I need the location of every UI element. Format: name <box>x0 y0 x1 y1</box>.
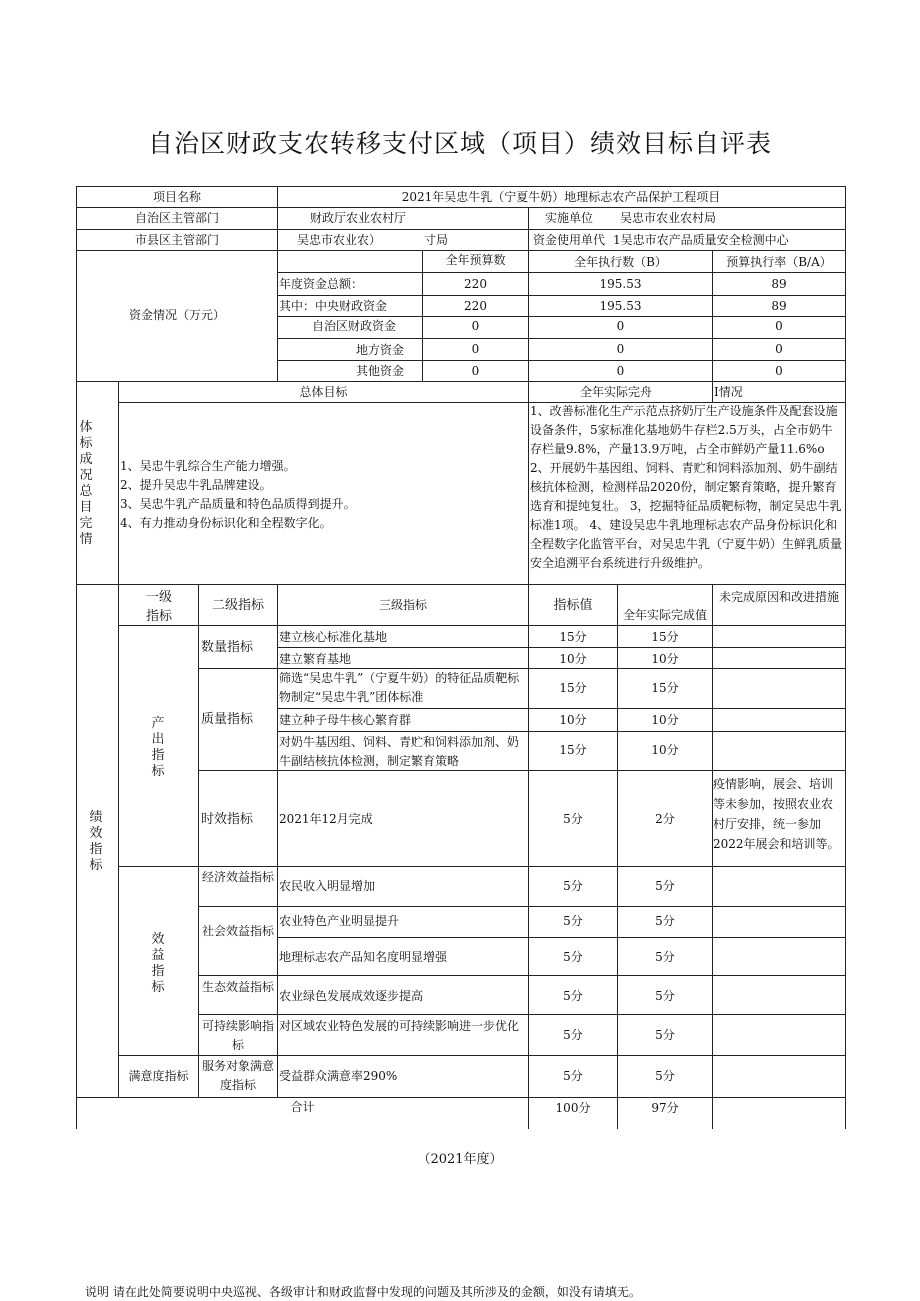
indicator-value: 5分 <box>563 914 583 928</box>
overall-goal-item: 4、有力推动身份标识化和全程数字化。 <box>120 516 332 530</box>
indicator-value: 5分 <box>563 1028 583 1042</box>
indicator-l3: 地理标志农产品知名度明显增强 <box>279 950 448 964</box>
indicator-l3: 建立繁育基地 <box>279 652 352 666</box>
indicator-l2: 可持续影响指标 <box>201 1019 274 1052</box>
region-dept-value: 财政厅农业农村厅 <box>310 211 407 225</box>
indicator-actual: 2分 <box>655 812 675 826</box>
fund-row-label: 地方资金 <box>356 343 405 357</box>
fund-user-label: 资金使用单代 <box>533 233 606 247</box>
indicator-l3: 对区域农业特色发展的可持续影响进一步优化 <box>279 1019 520 1033</box>
overall-goal-item: 3、吴忠牛乳产品质量和特色品质得到提升。 <box>120 497 356 511</box>
indicator-actual: 15分 <box>651 630 679 644</box>
fund-user-value: 1吴忠市农产品质量安全检测中心 <box>613 233 789 247</box>
indicator-actual: 10分 <box>651 652 679 666</box>
indicator-actual: 5分 <box>655 914 675 928</box>
footnote: 说明 请在此处简要说明中央巡视、各级审计和财政监督中发现的问题及其所涉及的金额，如没有请填无。 <box>85 1285 641 1299</box>
city-dept-value: 吴忠市农业农） <box>297 233 382 247</box>
timeliness-indicator-label: 时效指标 <box>201 812 254 827</box>
fund-row-rate: 0 <box>775 364 783 378</box>
year-label: （2021年度） <box>417 1152 503 1167</box>
indicator-value: 15分 <box>559 630 587 644</box>
indicator-value: 15分 <box>559 743 587 757</box>
fund-row-executed: 195.53 <box>599 277 642 291</box>
fund-row-rate: 89 <box>771 277 787 291</box>
indicator-value: 10分 <box>559 713 587 727</box>
indicator-l3: 受益群众满意率290% <box>279 1069 398 1083</box>
fund-row-budget: 220 <box>464 277 487 291</box>
city-dept-value-tail: 寸局 <box>424 233 449 247</box>
indicator-value: 5分 <box>563 879 583 893</box>
indicator-actual: 5分 <box>655 879 675 893</box>
funds-col-budget: 全年预算数 <box>445 253 506 267</box>
col-actual: 全年实际完成值 <box>622 608 707 622</box>
indicator-value: 10分 <box>559 652 587 666</box>
project-name-value: 2021年吴忠牛乳（宁夏牛奶）地理标志农产品保护工程项目 <box>401 190 721 204</box>
indicator-reason: 疫情影响，展会、培训等未参加，按照农业农村厅安排，统一参加2022年展会和培训等。 <box>713 777 840 851</box>
indicator-l2: 服务对象满意度指标 <box>201 1059 274 1092</box>
indicator-l3: 建立核心标准化基地 <box>279 630 388 644</box>
col-level2: 二级指标 <box>211 598 264 613</box>
project-name-label: 项目名称 <box>152 190 201 204</box>
total-label: 合计 <box>290 1100 315 1114</box>
fund-row-rate: 0 <box>775 319 783 333</box>
indicator-value: 15分 <box>559 681 587 695</box>
indicator-l3: 农业绿色发展成效逐步提高 <box>279 989 424 1003</box>
indicator-l2: 社会效益指标 <box>201 924 274 938</box>
indicators-section-label: 绩效指标 <box>89 810 103 873</box>
output-indicator-label: 产出指标 <box>151 716 165 779</box>
col-level3: 三级指标 <box>378 598 427 612</box>
satisfaction-indicator-label: 满意度指标 <box>128 1069 189 1083</box>
quality-indicator-label: 质量指标 <box>201 712 254 727</box>
indicator-value: 5分 <box>563 812 583 826</box>
goals-col-overall: 总体目标 <box>299 385 348 399</box>
col-level1: 一级指标 <box>145 590 172 624</box>
indicator-l3: 农业特色产业明显提升 <box>279 914 400 928</box>
indicator-value: 5分 <box>563 950 583 964</box>
funds-section-label: 资金情况（万元） <box>128 308 225 322</box>
fund-row-executed: 195.53 <box>599 299 642 313</box>
indicator-actual: 15分 <box>651 681 679 695</box>
goals-col-actual-b: I情况 <box>714 385 743 399</box>
fund-row-label: 其他资金 <box>356 364 405 378</box>
fund-row-executed: 0 <box>616 342 625 356</box>
indicator-l2: 经济效益指标 <box>201 870 274 884</box>
benefit-indicator-label: 效益指标 <box>151 932 165 995</box>
overall-goal-item: 1、吴忠牛乳综合生产能力增强。 <box>120 459 296 473</box>
fund-row-label: 年度资金总额： <box>279 277 364 291</box>
indicator-l3: 筛选“吴忠牛乳”（宁夏牛奶）的特征品质靶标物制定“吴忠牛乳”团体标准 <box>279 671 520 704</box>
fund-row-rate: 89 <box>771 299 787 313</box>
impl-unit-value: 吴忠市农业农村局 <box>620 211 717 225</box>
total-actual: 97分 <box>651 1101 679 1115</box>
region-dept-label: 自治区主管部门 <box>134 211 219 225</box>
indicator-actual: 10分 <box>651 713 679 727</box>
indicator-l3: 建立种子母牛核心繁育群 <box>279 713 412 727</box>
actual-completion-text: 1、改善标准化生产示范点挤奶厅生产设施条件及配套设施设备条件，5家标准化基地奶牛存栏2.5万头，占全市奶牛存栏量9.8%，产量13.9万吨，占全市鲜奶产量11.6%o 2、开展奶牛基因组、饲料、青贮和饲料添加剂、奶牛副结核抗体检测，检测样品2020份，制定繁育策略，提升繁育选育和提纯复壮。 3，挖掘特征品质靶标物，制定吴忠牛乳标准1项。 4、建设吴忠牛乳地理标志农产品身份标识化和全程数字化监管平台，对吴忠牛乳（宁夏牛奶）生鲜乳质量安全追溯平台系统进行升级维护。 <box>530 404 843 570</box>
indicator-actual: 10分 <box>651 743 679 757</box>
indicator-l2: 生态效益指标 <box>201 980 274 994</box>
quantity-indicator-label: 数量指标 <box>201 640 254 655</box>
funds-col-rate: 预算执行率（B/A） <box>726 255 832 269</box>
indicator-l3: 对奶牛基因组、饲料、青贮和饲料添加剂、奶牛副结核抗体检测，制定繁育策略 <box>279 735 520 768</box>
impl-unit-label: 实施单位 <box>545 211 594 225</box>
goals-col-actual-a: 全年实际完舟 <box>580 385 653 399</box>
funds-col-executed: 全年执行数（B） <box>574 255 667 269</box>
overall-goals <box>120 457 356 533</box>
indicator-actual: 5分 <box>655 989 675 1003</box>
fund-row-label: 自治区财政资金 <box>312 319 397 333</box>
col-reason: 未完成原因和改进措施 <box>718 590 839 604</box>
overall-goal-item: 2、提升吴忠牛乳品牌建设。 <box>120 478 272 492</box>
indicator-actual: 5分 <box>655 1028 675 1042</box>
indicator-value: 5分 <box>563 1069 583 1083</box>
indicator-actual: 5分 <box>655 950 675 964</box>
fund-row-label: 其中：中央财政资金 <box>279 299 388 313</box>
fund-row-budget: 0 <box>471 342 480 356</box>
indicator-value: 5分 <box>563 989 583 1003</box>
col-value: 指标值 <box>553 598 593 613</box>
total-value: 100分 <box>555 1101 591 1115</box>
fund-row-executed: 0 <box>616 319 625 333</box>
fund-row-executed: 0 <box>616 364 625 378</box>
indicator-l3: 农民收入明显增加 <box>279 879 376 893</box>
goals-section-label: 体标成况总目完情 <box>79 420 93 547</box>
indicator-l3: 2021年12月完成 <box>279 812 373 826</box>
page-title: 自治区财政支农转移支付区域（项目）绩效目标自评表 <box>147 129 772 158</box>
city-dept-label: 市县区主管部门 <box>134 233 219 247</box>
indicator-actual: 5分 <box>655 1069 675 1083</box>
fund-row-rate: 0 <box>775 342 783 356</box>
fund-row-budget: 0 <box>471 319 480 333</box>
fund-row-budget: 0 <box>471 364 480 378</box>
fund-row-budget: 220 <box>464 299 487 313</box>
